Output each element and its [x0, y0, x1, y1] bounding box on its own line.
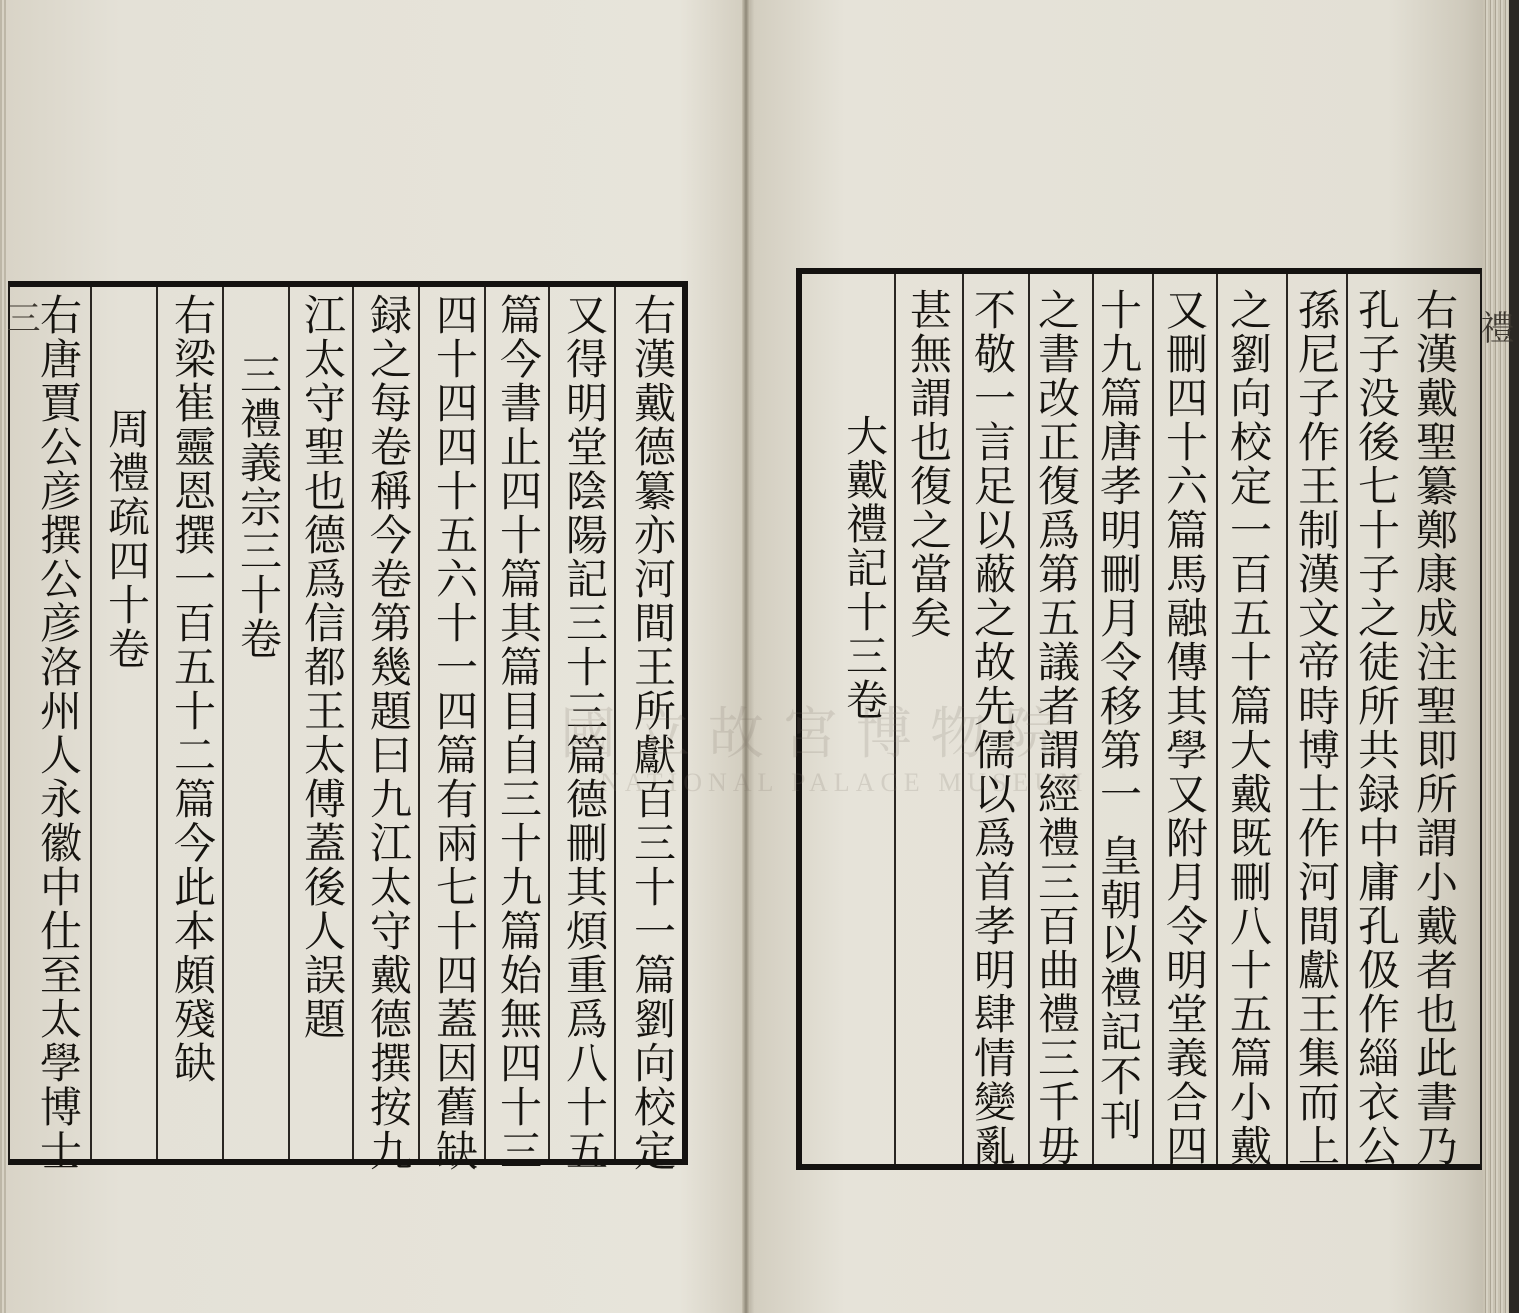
watermark-cn: 國立故宮博物院 [560, 704, 1078, 766]
right-col-7: 之書改正復爲第五議者謂經禮三百曲禮三千毋 [1032, 288, 1081, 1168]
right-col-6: 十九篇唐孝明刪月令移第一 [1094, 288, 1143, 816]
book-gutter [742, 0, 750, 1313]
left-col-6: 江太守聖也德爲信都王太傅蓋後人誤題 [298, 293, 347, 1041]
right-col-8: 不敬一言足以蔽之故先儒以爲首孝明肆情變亂 [968, 288, 1017, 1168]
right-col-3: 孫尼子作王制漢文帝時博士作河間獻王集而上 [1292, 288, 1341, 1168]
left-col-8: 右梁崔靈恩撰一百五十二篇今此本頗殘缺 [168, 293, 217, 1085]
left-col-10: 右唐賈公彦撰公彦洛州人永徽中仕至太學博士 [34, 293, 83, 1173]
left-col-3: 篇今書止四十篇其篇目自三十九篇始無四十三 [494, 293, 543, 1173]
column-divider [1152, 274, 1154, 1164]
right-col-6b: 皇朝以禮記不刊 [1094, 834, 1143, 1142]
column-divider [1346, 274, 1348, 1164]
left-col-5: 録之每卷稱今卷第幾題曰九江太守戴德撰按九 [364, 293, 413, 1173]
right-col-9: 甚無謂也復之當矣 [904, 288, 953, 640]
left-col-4: 四十四四十五六十一四篇有兩七十四蓋因舊缺 [430, 293, 479, 1173]
right-col-5: 又刪四十六篇馬融傳其學又附月令明堂義合四 [1160, 288, 1209, 1168]
right-col-4: 之劉向校定一百五十篇大戴既刪八十五篇小戴 [1224, 288, 1273, 1168]
page-edge-right [1483, 0, 1509, 1313]
column-divider [1216, 274, 1218, 1164]
column-divider [1286, 274, 1288, 1164]
page-edge-left [0, 0, 6, 1313]
right-col-10-title: 大戴禮記十三卷 [840, 414, 889, 722]
left-col-7-title: 三禮義宗三十卷 [234, 353, 283, 661]
left-col-2: 又得明堂陰陽記三十三篇德刪其煩重爲八十五 [560, 293, 609, 1173]
right-col-2: 孔子没後七十子之徒所共録中庸孔伋作緇衣公 [1352, 288, 1401, 1168]
watermark-en: NATIONAL PALACE MUSEUM [600, 768, 1089, 797]
left-col-9-title: 周禮疏四十卷 [102, 407, 151, 671]
left-col-1: 右漢戴德纂亦河間王所獻百三十一篇劉向校定 [628, 293, 677, 1173]
left-edge-mark: 三 [0, 300, 40, 334]
right-col-1: 右漢戴聖纂鄭康成注聖即所謂小戴者也此書乃 [1410, 288, 1459, 1168]
right-edge-mark: 禮 [1474, 310, 1514, 344]
